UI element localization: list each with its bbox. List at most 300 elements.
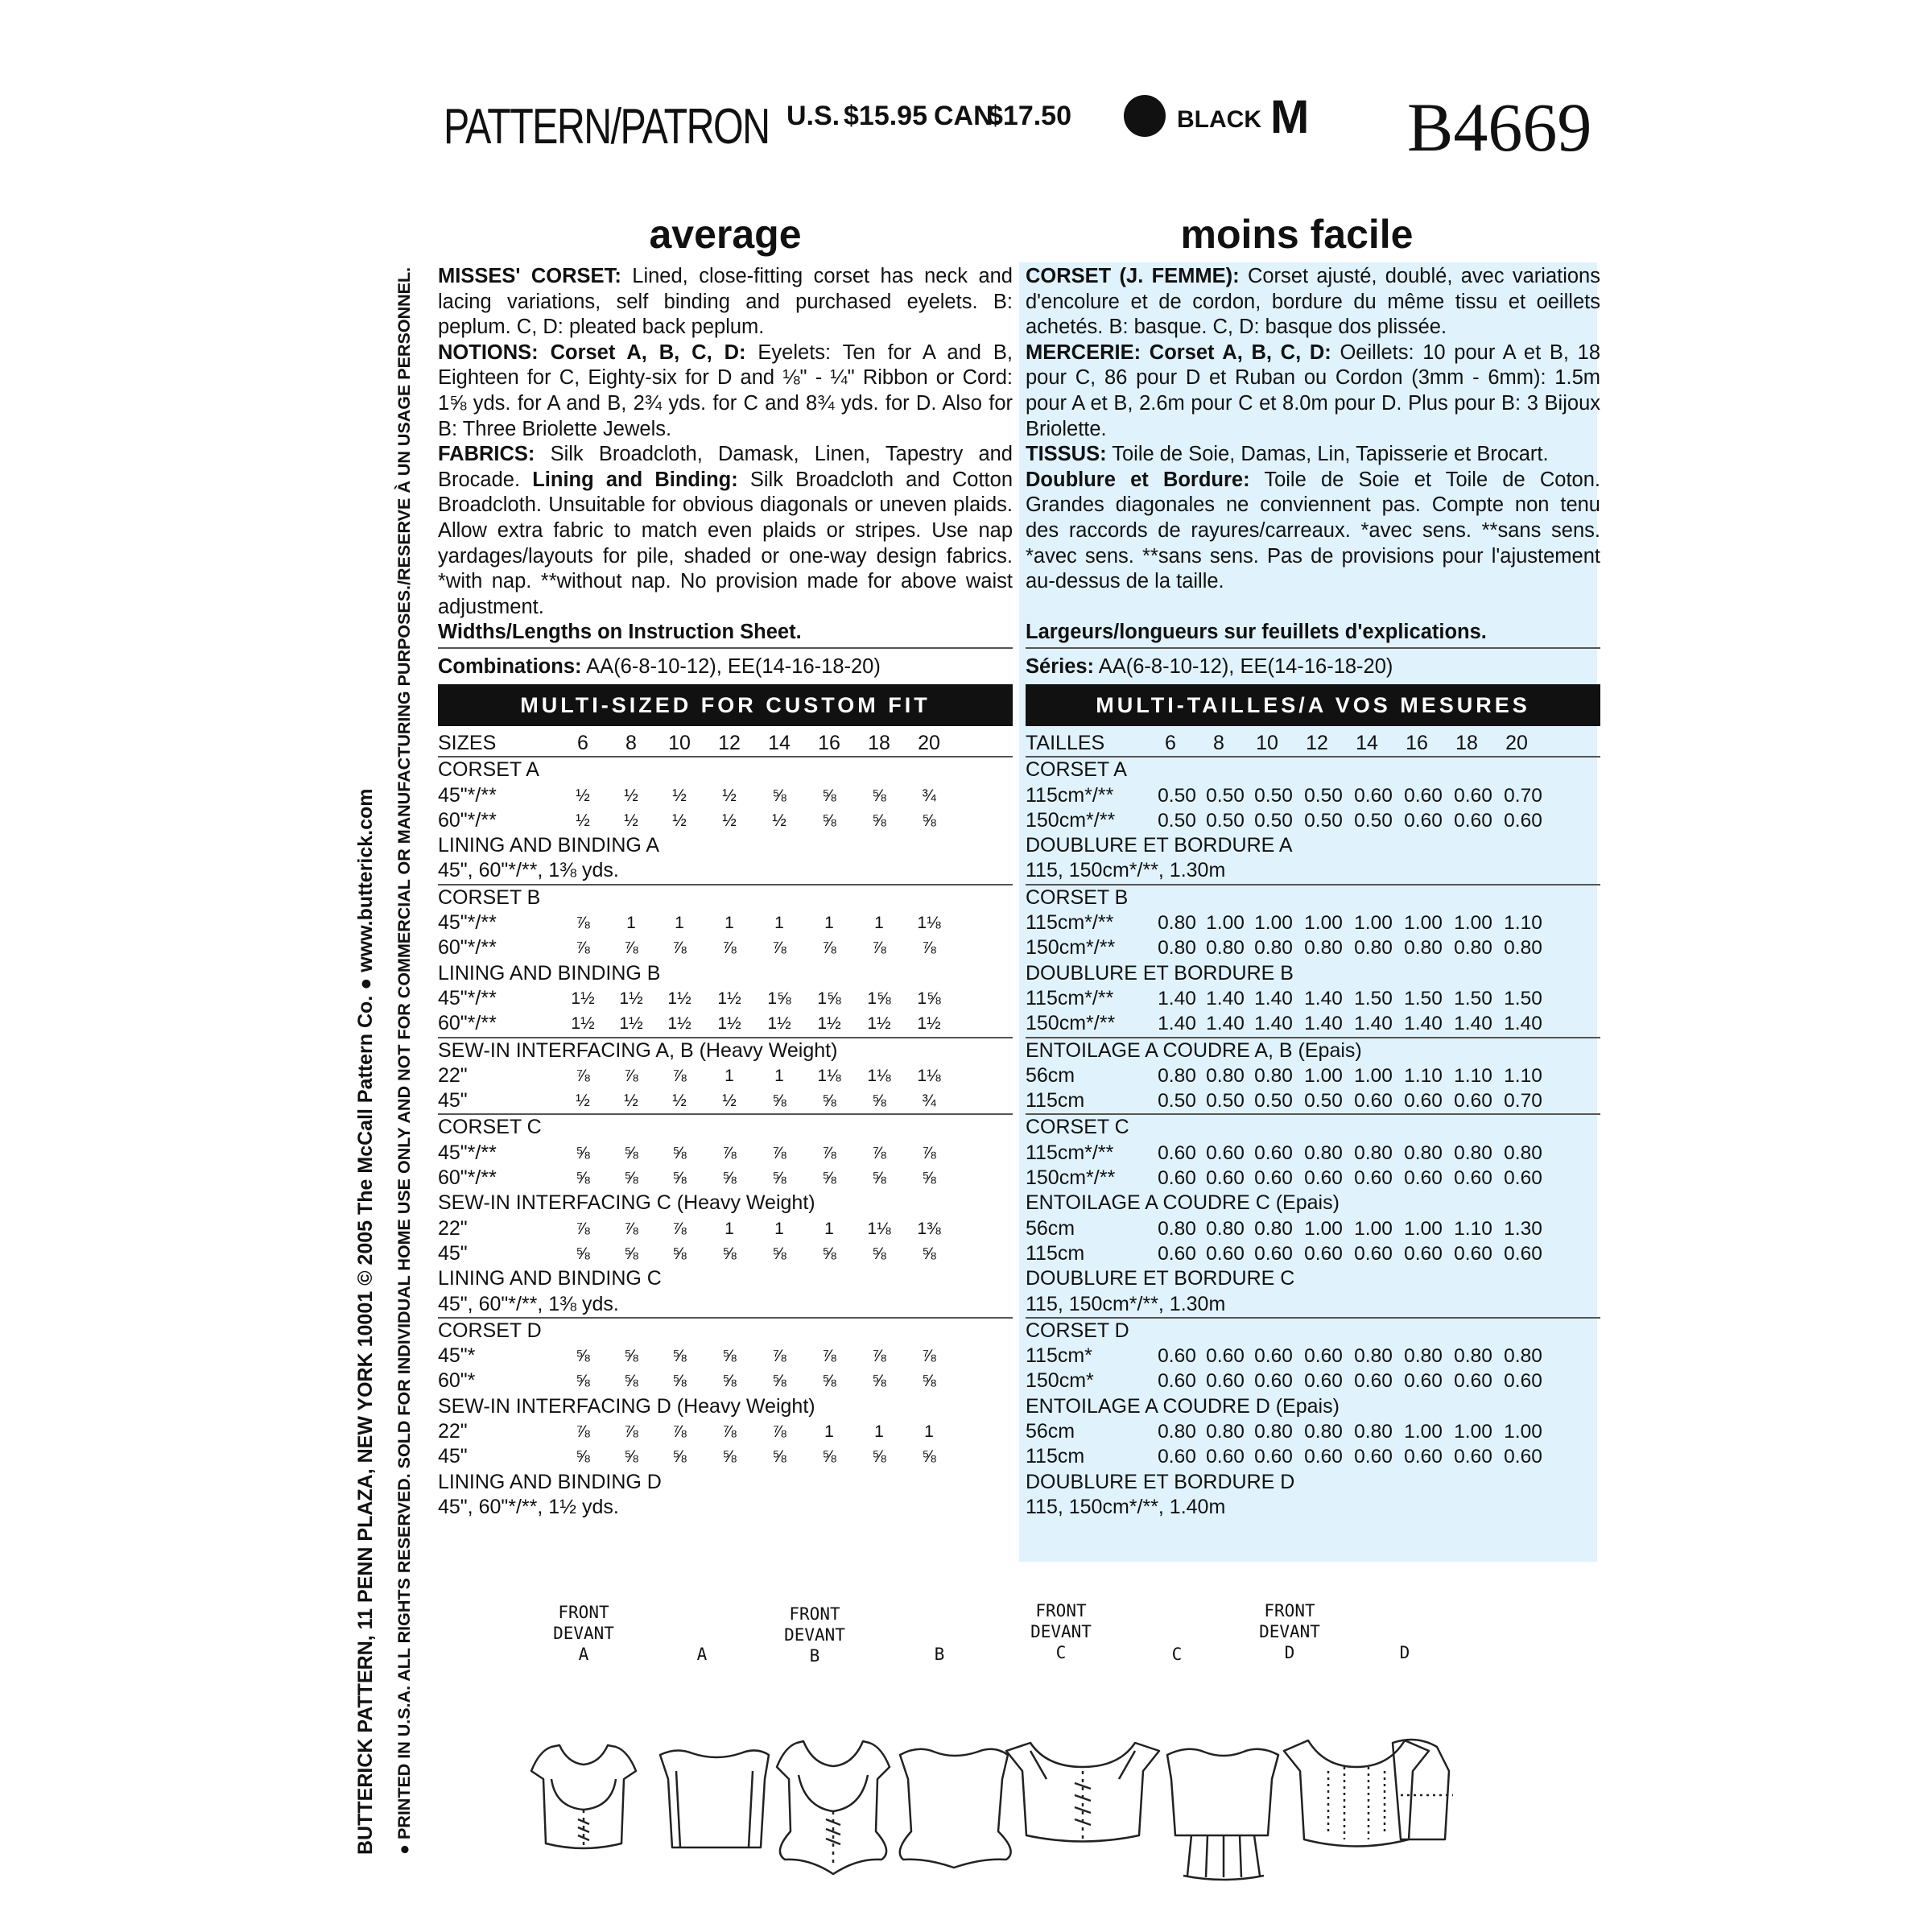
table-row — [1026, 808, 1600, 833]
yardage-cell: 0.60 — [1304, 1167, 1343, 1190]
row-label: 45", 60"*/**, 1⅜ yds. — [438, 859, 619, 882]
size-heading: 6 — [1165, 732, 1176, 754]
row-label: SEW-IN INTERFACING A, B (Heavy Weight) — [438, 1038, 838, 1062]
row-label: 22" — [438, 1420, 468, 1443]
yardage-cell: ⅞ — [872, 1143, 886, 1162]
size-heading: 8 — [1213, 732, 1224, 754]
row-label: 45"*/** — [438, 1141, 497, 1164]
yardage-cell: 0.80 — [1206, 1217, 1245, 1240]
yardage-cell: 0.80 — [1354, 1141, 1393, 1164]
yardage-cell: ⅞ — [922, 1347, 936, 1366]
yardage-cell: ⅝ — [722, 1169, 737, 1188]
yardage-cell: 1.00 — [1304, 912, 1343, 935]
table-row — [438, 961, 1013, 986]
desc-text: Corset ajusté, doublé, avec variations d'encolure et de cordon, bordure du même tissu et oeillets achetés. B: basque. C, D: basque dos plissée. — [1026, 265, 1600, 339]
us-label: U.S. — [786, 101, 840, 131]
lining-head: Lining and Binding: — [520, 468, 738, 491]
yardage-cell: 1 — [824, 914, 834, 933]
yardage-cell: 0.80 — [1404, 1141, 1443, 1164]
row-label: 56cm — [1026, 1420, 1075, 1443]
yardage-cell: 1 — [874, 914, 884, 933]
yardage-cell: ⅞ — [872, 939, 886, 958]
table-row — [438, 1241, 1013, 1266]
yardage-cell: ⅝ — [672, 1244, 687, 1263]
yardage-cell: ⅝ — [672, 1143, 687, 1162]
yardage-cell: ⅝ — [772, 1244, 786, 1263]
yardage-cell: ⅝ — [872, 1244, 886, 1263]
yardage-cell: ⅝ — [624, 1143, 638, 1162]
size-heading: 12 — [1306, 732, 1328, 754]
yardage-cell: 0.80 — [1254, 937, 1293, 960]
table-row — [438, 1063, 1013, 1088]
pattern-label: PATTERN/PATRON — [444, 99, 770, 155]
level-fr: moins facile — [1180, 212, 1414, 257]
yardage-cell: ⅞ — [772, 1347, 786, 1366]
row-label: 60"* — [438, 1369, 476, 1393]
table-row — [438, 758, 1013, 782]
yardage-cell: ⅝ — [772, 1447, 786, 1467]
table-row — [438, 1011, 1013, 1038]
yardage-cell: 0.80 — [1354, 1345, 1393, 1368]
yardage-cell: 0.60 — [1206, 1141, 1245, 1164]
side-rights: ● PRINTED IN U.S.A. ALL RIGHTS RESERVED. SOLD FOR INDIVIDUAL HOME USE ONLY AND NOT FOR COMMERCIAL OR MANUFACTURING PURPOSES./RESERVE À UN USAGE PERSONNEL. — [394, 266, 414, 1855]
table-row — [1026, 1344, 1600, 1368]
yardage-cell: ⅞ — [576, 1066, 590, 1085]
color-label: BLACK — [1177, 106, 1261, 133]
yardage-cell: 1.10 — [1454, 1217, 1492, 1240]
table-row — [438, 1444, 1013, 1469]
fabrics-head: TISSUS: — [1026, 443, 1107, 466]
table-row — [438, 1344, 1013, 1368]
yardage-cell: ⅝ — [722, 1447, 737, 1467]
view-back-label: A — [696, 1645, 708, 1664]
yardage-cell: 1⅝ — [817, 989, 841, 1008]
yardage-cell: ⅞ — [722, 1143, 737, 1162]
size-heading: 6 — [577, 732, 588, 754]
table-row — [438, 1266, 1013, 1291]
yardage-cell: ⅞ — [722, 1422, 737, 1442]
size-heading: 18 — [1455, 732, 1478, 754]
yardage-cell: ⅝ — [822, 1169, 836, 1188]
row-label: 115, 150cm*/**, 1.40m — [1026, 1495, 1226, 1518]
row-label: 115, 150cm*/**, 1.30m — [1026, 859, 1226, 882]
table-row — [438, 858, 1013, 885]
combinations-en — [438, 655, 881, 679]
yardage-cell: 0.80 — [1354, 937, 1393, 960]
row-label: 115cm — [1026, 1445, 1085, 1468]
view-front-label — [1241, 1600, 1338, 1663]
yardage-cell: 1 — [675, 914, 684, 933]
yardage-cell: 1.10 — [1454, 1064, 1492, 1087]
yardage-cell: ⅝ — [672, 1372, 687, 1391]
table-row — [438, 1368, 1013, 1393]
view-devant: DEVANT — [553, 1624, 614, 1643]
row-label: DOUBLURE ET BORDURE B — [1026, 961, 1294, 985]
can-label: CAN. — [934, 101, 1001, 131]
yardage-cell: 0.50 — [1304, 784, 1343, 807]
row-label: DOUBLURE ET BORDURE A — [1026, 834, 1293, 857]
yardage-cell: ⅝ — [672, 1169, 687, 1188]
yardage-cell: ⅝ — [576, 1347, 590, 1366]
view-front: FRONT — [1264, 1601, 1315, 1620]
yardage-cell: ⅝ — [624, 1372, 638, 1391]
table-row — [1026, 1063, 1600, 1088]
sizes-header-row — [1026, 731, 1600, 758]
yardage-cell: 0.80 — [1404, 1345, 1443, 1368]
yardage-cell: 0.80 — [1158, 912, 1196, 935]
view-front-label — [535, 1602, 632, 1665]
row-label: 115cm — [1026, 1089, 1085, 1113]
table-row — [1026, 1444, 1600, 1469]
yardage-cell: 1 — [774, 914, 784, 933]
yardage-cell: 1.00 — [1254, 912, 1293, 935]
yardage-cell: 0.60 — [1404, 1446, 1443, 1468]
banner-fr: MULTI-TAILLES/A VOS MESURES — [1026, 684, 1600, 726]
yardage-cell: 0.50 — [1354, 809, 1393, 832]
size-heading: 12 — [718, 732, 741, 754]
row-label: 60"*/** — [438, 1012, 497, 1035]
table-row — [438, 986, 1013, 1011]
yardage-cell: ⅞ — [822, 939, 836, 958]
yardage-cell: 1 — [824, 1219, 834, 1238]
view-back-label: D — [1399, 1643, 1410, 1662]
row-label: CORSET B — [1026, 886, 1129, 909]
yardage-cell: 0.70 — [1504, 1090, 1542, 1113]
yardage-cell: 0.80 — [1254, 1421, 1293, 1443]
yardage-cell: 1.50 — [1404, 987, 1443, 1009]
yardage-cell: 1.40 — [1158, 987, 1196, 1009]
row-label: DOUBLURE ET BORDURE C — [1026, 1267, 1295, 1290]
yardage-cell: ½ — [672, 786, 687, 805]
yardage-cell: 1.10 — [1504, 1064, 1542, 1087]
yardage-cell: 0.60 — [1504, 1446, 1542, 1468]
yardage-cell: ⅝ — [772, 1092, 786, 1111]
yardage-cell: ⅝ — [822, 1372, 836, 1391]
table-row — [438, 1088, 1013, 1115]
table-row — [438, 1319, 1013, 1344]
yardage-cell: 0.60 — [1206, 1167, 1245, 1190]
yardage-cell: 1.40 — [1254, 987, 1293, 1009]
yardage-cell: 0.60 — [1304, 1242, 1343, 1265]
yardage-cell: 0.80 — [1504, 1141, 1542, 1164]
yardage-cell: 1.00 — [1304, 1217, 1343, 1240]
yardage-cell: 1.00 — [1404, 912, 1443, 935]
yardage-cell: 0.80 — [1158, 1064, 1196, 1087]
widths-note: Widths/Lengths on Instruction Sheet. — [438, 621, 802, 644]
size-heading: 14 — [1356, 732, 1378, 754]
yardage-cell: 0.50 — [1254, 784, 1293, 807]
table-row — [438, 833, 1013, 858]
table-row — [438, 1292, 1013, 1319]
yardage-cell: ⅝ — [624, 1244, 638, 1263]
table-row — [1026, 986, 1600, 1011]
row-label: 115cm*/** — [1026, 1141, 1114, 1164]
yardage-cell: 0.60 — [1254, 1370, 1293, 1393]
table-row — [1026, 1266, 1600, 1291]
yardage-cell: 0.80 — [1304, 1421, 1343, 1443]
yardage-cell: 1.40 — [1354, 1013, 1393, 1035]
yardage-cell: 0.80 — [1206, 1421, 1245, 1443]
yardage-cell: 0.60 — [1454, 1446, 1492, 1468]
view-b-front-drawing — [777, 1741, 890, 1874]
view-b-back-drawing — [900, 1749, 1011, 1868]
divider — [1026, 647, 1600, 649]
yardage-cell: 0.60 — [1354, 1242, 1393, 1265]
table-row — [1026, 1141, 1600, 1166]
divider — [438, 647, 1013, 649]
table-row — [1026, 886, 1600, 910]
yardage-cell: 1.00 — [1354, 912, 1393, 935]
view-devant: DEVANT — [1030, 1622, 1092, 1641]
row-label: 115cm*/** — [1026, 986, 1114, 1009]
yardage-cell: ½ — [672, 1092, 687, 1111]
table-row — [1026, 858, 1600, 885]
table-row — [438, 910, 1013, 935]
yardage-cell: ⅝ — [822, 1447, 836, 1467]
corset-drawings — [515, 1666, 1481, 1908]
table-row — [1026, 1115, 1600, 1140]
row-label: CORSET D — [1026, 1319, 1129, 1342]
yardage-cell: ⅝ — [576, 1169, 590, 1188]
yardage-cell: ⅝ — [822, 811, 836, 830]
yardage-cell: ⅞ — [576, 1219, 590, 1238]
row-label: LINING AND BINDING D — [438, 1470, 662, 1493]
yardage-cell: 1½ — [619, 1014, 643, 1034]
yardage-cell: 0.50 — [1304, 1090, 1343, 1113]
size-heading: 18 — [868, 732, 890, 754]
fabrics-head: FABRICS: — [438, 443, 535, 466]
yardage-cell: ⅝ — [872, 1092, 886, 1111]
table-row — [1026, 910, 1600, 935]
yardage-cell: 1.00 — [1404, 1217, 1443, 1240]
yardage-cell: 1⅛ — [817, 1066, 841, 1085]
yardage-cell: ½ — [722, 1092, 737, 1111]
yardage-cell: 0.80 — [1454, 1141, 1492, 1164]
yardage-cell: ⅞ — [576, 1422, 590, 1442]
lining-text: Silk Broadcloth and Cotton Broadcloth. Unsuitable for obvious diagonals or uneven plaids. Allow extra fabric to match even plaids or stripes. Use nap yardages/layouts for pile, shaded or one-way design fabrics. *with nap. **without nap. No provision made for above waist adjustment. — [438, 468, 1013, 618]
yardage-cell: 1⅜ — [917, 1219, 941, 1238]
table-row — [1026, 1011, 1600, 1038]
yardage-cell: 1.00 — [1354, 1217, 1393, 1240]
yardage-cell: 0.60 — [1404, 1090, 1443, 1113]
view-letter: C — [1055, 1643, 1067, 1662]
yardage-cell: ⅞ — [672, 1066, 687, 1085]
row-label: 45" — [438, 1241, 468, 1265]
yardage-cell: 1.40 — [1404, 1013, 1443, 1035]
yardage-cell: ⅝ — [922, 811, 936, 830]
desc-head: MISSES' CORSET: — [438, 265, 621, 287]
yardage-cell: 1 — [824, 1422, 834, 1442]
yardage-cell: ⅝ — [672, 1347, 687, 1366]
yardage-cell: 0.70 — [1504, 784, 1542, 807]
yardage-cell: 0.60 — [1404, 1167, 1443, 1190]
row-label: 150cm* — [1026, 1369, 1094, 1393]
yardage-cell: 0.80 — [1158, 937, 1196, 960]
table-row — [438, 935, 1013, 960]
row-label: 45" — [438, 1445, 468, 1468]
yardage-cell: ⅝ — [722, 1244, 737, 1263]
view-c-front-drawing — [1006, 1743, 1159, 1842]
row-label: ENTOILAGE A COUDRE D (Epais) — [1026, 1394, 1340, 1418]
row-label: 115cm*/** — [1026, 911, 1114, 935]
row-label: CORSET B — [438, 886, 541, 909]
row-label: 45", 60"*/**, 1½ yds. — [438, 1495, 619, 1518]
yardage-cell: 1⅝ — [767, 989, 791, 1008]
row-label: 45"*/** — [438, 783, 497, 807]
yardage-cell: ⅝ — [722, 1372, 737, 1391]
table-row — [1026, 1394, 1600, 1419]
view-letter: A — [578, 1645, 589, 1664]
view-a-back-drawing — [660, 1750, 769, 1847]
table-row — [1026, 961, 1600, 986]
row-label: CORSET A — [438, 758, 539, 782]
yardage-cell: 1⅛ — [867, 1066, 891, 1085]
yardage-cell: ⅝ — [822, 1244, 836, 1263]
yardage-cell: 0.60 — [1206, 1446, 1245, 1468]
view-front: FRONT — [1035, 1601, 1087, 1620]
table-row — [1026, 783, 1600, 808]
yardage-cell: 0.80 — [1206, 937, 1245, 960]
row-label: ENTOILAGE A COUDRE C (Epais) — [1026, 1191, 1340, 1215]
yardage-cell: 1 — [724, 914, 734, 933]
yardage-cell: 0.80 — [1504, 937, 1542, 960]
yardage-cell: 1½ — [571, 1014, 595, 1034]
size-heading: 20 — [918, 732, 940, 754]
yardage-cell: ⅝ — [672, 1447, 687, 1467]
row-label: 115cm* — [1026, 1344, 1092, 1368]
yardage-cell: 0.60 — [1504, 1242, 1542, 1265]
yardage-cell: 1½ — [767, 1014, 791, 1034]
yardage-cell: 0.60 — [1254, 1345, 1293, 1368]
yardage-cell: 1⅛ — [867, 1219, 891, 1238]
yardage-cell: 1⅝ — [917, 989, 941, 1008]
yardage-cell: 0.60 — [1304, 1446, 1343, 1468]
yardage-cell: 1 — [724, 1219, 734, 1238]
color-dot-icon — [1124, 95, 1166, 137]
yardage-cell: 1.30 — [1504, 1217, 1542, 1240]
yardage-cell: 0.60 — [1158, 1446, 1196, 1468]
yardage-cell: 1½ — [667, 989, 691, 1008]
yardage-cell: ½ — [624, 786, 638, 805]
table-row — [1026, 1088, 1600, 1115]
yardage-cell: ¾ — [922, 1092, 936, 1111]
yardage-cell: 1½ — [667, 1014, 691, 1034]
yardage-cell: 0.60 — [1206, 1242, 1245, 1265]
yardage-table-en — [438, 731, 1013, 1520]
row-label: 115cm — [1026, 1241, 1085, 1265]
pattern-number: B4669 — [1407, 89, 1592, 166]
us-price: $15.95 — [844, 101, 927, 131]
size-heading: 10 — [1256, 732, 1278, 754]
yardage-cell: 1½ — [817, 1014, 841, 1034]
yardage-cell: 1 — [626, 914, 636, 933]
size-heading: 16 — [1406, 732, 1428, 754]
yardage-cell: 1.50 — [1354, 987, 1393, 1009]
yardage-cell: 0.60 — [1304, 1370, 1343, 1393]
view-letter: B — [809, 1646, 820, 1666]
yardage-cell: 0.60 — [1354, 784, 1393, 807]
size-label: M — [1270, 91, 1310, 143]
yardage-cell: ⅞ — [922, 939, 936, 958]
yardage-cell: 0.60 — [1504, 809, 1542, 832]
yardage-cell: 1.50 — [1504, 987, 1542, 1009]
table-row — [1026, 1495, 1600, 1520]
view-back-label: C — [1171, 1645, 1183, 1664]
description-en — [438, 264, 1013, 646]
row-label: LINING AND BINDING C — [438, 1267, 662, 1290]
notions-head: MERCERIE: Corset A, B, C, D: — [1026, 341, 1331, 364]
fabrics-text: Silk Broadcloth, Damask, Linen, Tapestry and Brocade. — [438, 443, 1013, 491]
table-row — [438, 783, 1013, 808]
yardage-cell: ½ — [576, 786, 590, 805]
yardage-cell: 0.80 — [1404, 937, 1443, 960]
table-row — [1026, 833, 1600, 858]
table-row — [438, 1216, 1013, 1241]
table-row — [438, 1191, 1013, 1216]
yardage-cell: ⅞ — [624, 1422, 638, 1442]
yardage-cell: ½ — [772, 811, 786, 830]
row-label: DOUBLURE ET BORDURE D — [1026, 1470, 1295, 1493]
row-label: 60"*/** — [438, 808, 497, 832]
yardage-cell: 0.80 — [1304, 937, 1343, 960]
yardage-cell: 1⅝ — [867, 989, 891, 1008]
yardage-cell: ½ — [672, 811, 687, 830]
yardage-cell: 0.60 — [1454, 1090, 1492, 1113]
combo-text: AA(6-8-10-12), EE(14-16-18-20) — [581, 655, 881, 678]
row-label: 60"*/** — [438, 1166, 497, 1190]
yardage-cell: 0.60 — [1158, 1370, 1196, 1393]
view-a-front-drawing — [531, 1745, 636, 1848]
yardage-cell: ⅝ — [576, 1244, 590, 1263]
banner-en: MULTI-SIZED FOR CUSTOM FIT — [438, 684, 1013, 726]
yardage-cell: 0.60 — [1158, 1141, 1196, 1164]
yardage-cell: 0.60 — [1354, 1167, 1393, 1190]
row-label: 45"*/** — [438, 986, 497, 1009]
yardage-cell: ⅝ — [872, 786, 886, 805]
yardage-cell: 1.40 — [1504, 1013, 1542, 1035]
row-label: 150cm*/** — [1026, 808, 1116, 832]
yardage-cell: 0.60 — [1254, 1167, 1293, 1190]
yardage-cell: 0.50 — [1158, 1090, 1196, 1113]
table-row — [438, 1166, 1013, 1191]
desc-text: Lined, close-fitting corset has neck and lacing variations, self binding and purchased eyelets. B: peplum. C, D: pleated back peplum. — [438, 265, 1013, 339]
yardage-table-fr — [1026, 731, 1600, 1520]
notions-head: NOTIONS: Corset A, B, C, D: — [438, 341, 746, 364]
yardage-cell: 0.80 — [1206, 1064, 1245, 1087]
yardage-cell: 1½ — [619, 989, 643, 1008]
yardage-cell: ⅝ — [822, 786, 836, 805]
yardage-cell: 1.50 — [1454, 987, 1492, 1009]
yardage-cell: 0.50 — [1254, 1090, 1293, 1113]
yardage-cell: 1.00 — [1354, 1064, 1393, 1087]
yardage-cell: 1.40 — [1206, 987, 1245, 1009]
table-row — [1026, 1368, 1600, 1393]
lining-text: Toile de Soie et Toile de Coton. Grandes diagonales ne conviennent pas. Compte non tenu des raccords de rayures/carreaux. *avec sens. **sans sens. *avec sens. **sans sens. Pas de provisions pour l'ajustement au-dessus de la taille. — [1026, 468, 1600, 593]
yardage-cell: ⅞ — [624, 1066, 638, 1085]
yardage-cell: 1.40 — [1158, 1013, 1196, 1035]
table-row — [1026, 1191, 1600, 1216]
row-label: LINING AND BINDING B — [438, 961, 661, 985]
yardage-cell: ⅞ — [822, 1347, 836, 1366]
row-label: 150cm*/** — [1026, 1166, 1116, 1190]
yardage-cell: 0.80 — [1304, 1141, 1343, 1164]
yardage-cell: 0.60 — [1158, 1242, 1196, 1265]
yardage-cell: ⅝ — [722, 1347, 737, 1366]
yardage-cell: ⅞ — [772, 1422, 786, 1442]
yardage-cell: ⅝ — [922, 1169, 936, 1188]
row-label: 115cm*/** — [1026, 783, 1114, 807]
table-row — [1026, 1241, 1600, 1266]
